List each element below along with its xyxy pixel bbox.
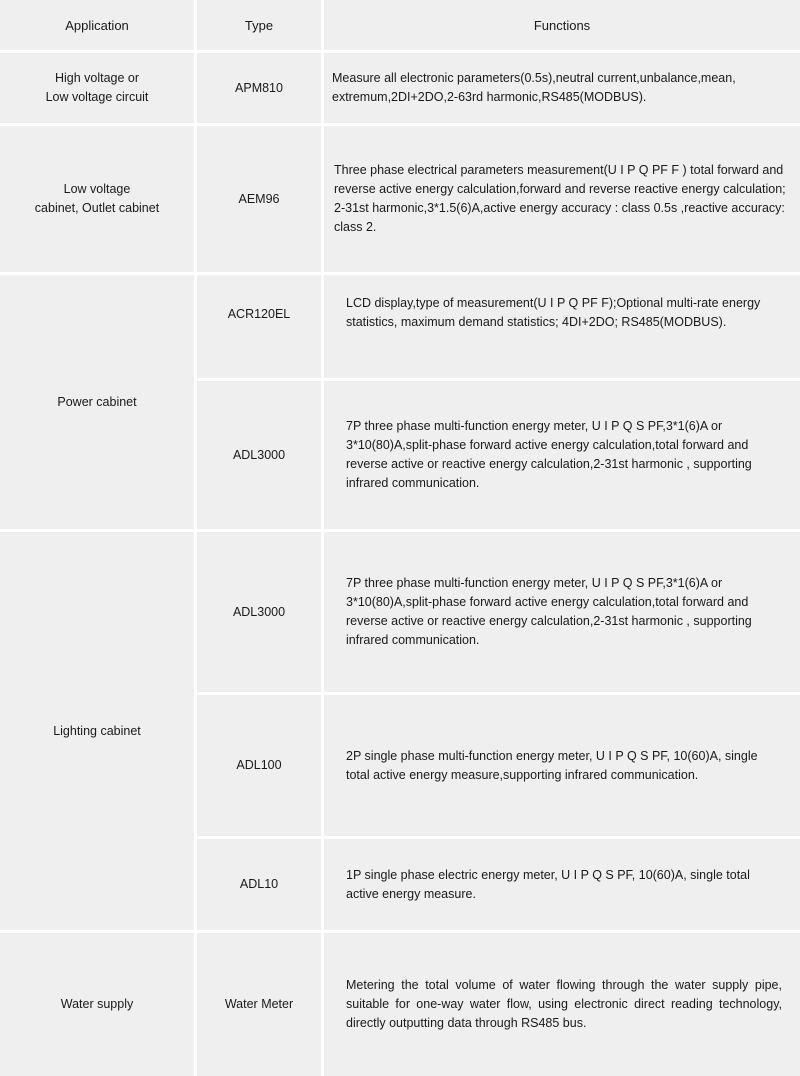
functions-cell: Measure all electronic parameters(0.5s),neutral current,unbalance,mean, extremum,2DI+2DO,2-63rd harmonic,RS485(MODBUS). bbox=[324, 53, 800, 123]
application-cell: Power cabinet bbox=[0, 275, 194, 529]
type-cell: AEM96 bbox=[197, 126, 321, 272]
functions-cell: Three phase electrical parameters measurement(U I P Q PF F ) total forward and reverse active energy calculation,forward and reverse reactive energy calculation; 2-31st harmonic,3*1.5(6)A,active energy accuracy : class 0.5s ,reactive accuracy: class 2. bbox=[324, 126, 800, 272]
application-cell: Water supply bbox=[0, 933, 194, 1076]
type-cell: ADL10 bbox=[197, 839, 321, 930]
functions-cell: LCD display,type of measurement(U I P Q PF F);Optional multi-rate energy statistics, maximum demand statistics; 4DI+2DO; RS485(MODBUS). bbox=[324, 275, 800, 378]
type-cell: ADL100 bbox=[197, 695, 321, 836]
functions-cell: Metering the total volume of water flowing through the water supply pipe, suitable for one-way water flow, using electronic direct reading technology, directly outputting data through RS485 bus. bbox=[324, 933, 800, 1076]
type-cell: ADL3000 bbox=[197, 532, 321, 692]
type-cell: ADL3000 bbox=[197, 381, 321, 529]
functions-cell: 7P three phase multi-function energy meter, U I P Q S PF,3*1(6)A or 3*10(80)A,split-phase forward active energy calculation,total forward and reverse active or reactive energy calculation,2-31st harmonic , supporting infrared communication. bbox=[324, 532, 800, 692]
header-application: Application bbox=[0, 0, 194, 50]
functions-cell: 1P single phase electric energy meter, U I P Q S PF, 10(60)A, single total active energy measure. bbox=[324, 839, 800, 930]
application-cell: High voltage or Low voltage circuit bbox=[0, 53, 194, 123]
type-cell: Water Meter bbox=[197, 933, 321, 1076]
type-cell: ACR120EL bbox=[197, 275, 321, 378]
type-cell: APM810 bbox=[197, 53, 321, 123]
functions-cell: 2P single phase multi-function energy meter, U I P Q S PF, 10(60)A, single total active energy measure,supporting infrared communication. bbox=[324, 695, 800, 836]
header-type: Type bbox=[197, 0, 321, 50]
header-functions: Functions bbox=[324, 0, 800, 50]
functions-cell: 7P three phase multi-function energy meter, U I P Q S PF,3*1(6)A or 3*10(80)A,split-phase forward active energy calculation,total forward and reverse active or reactive energy calculation,2-31st harmonic , supporting infrared communication. bbox=[324, 381, 800, 529]
application-cell: Lighting cabinet bbox=[0, 532, 194, 930]
application-cell: Low voltage cabinet, Outlet cabinet bbox=[0, 126, 194, 272]
